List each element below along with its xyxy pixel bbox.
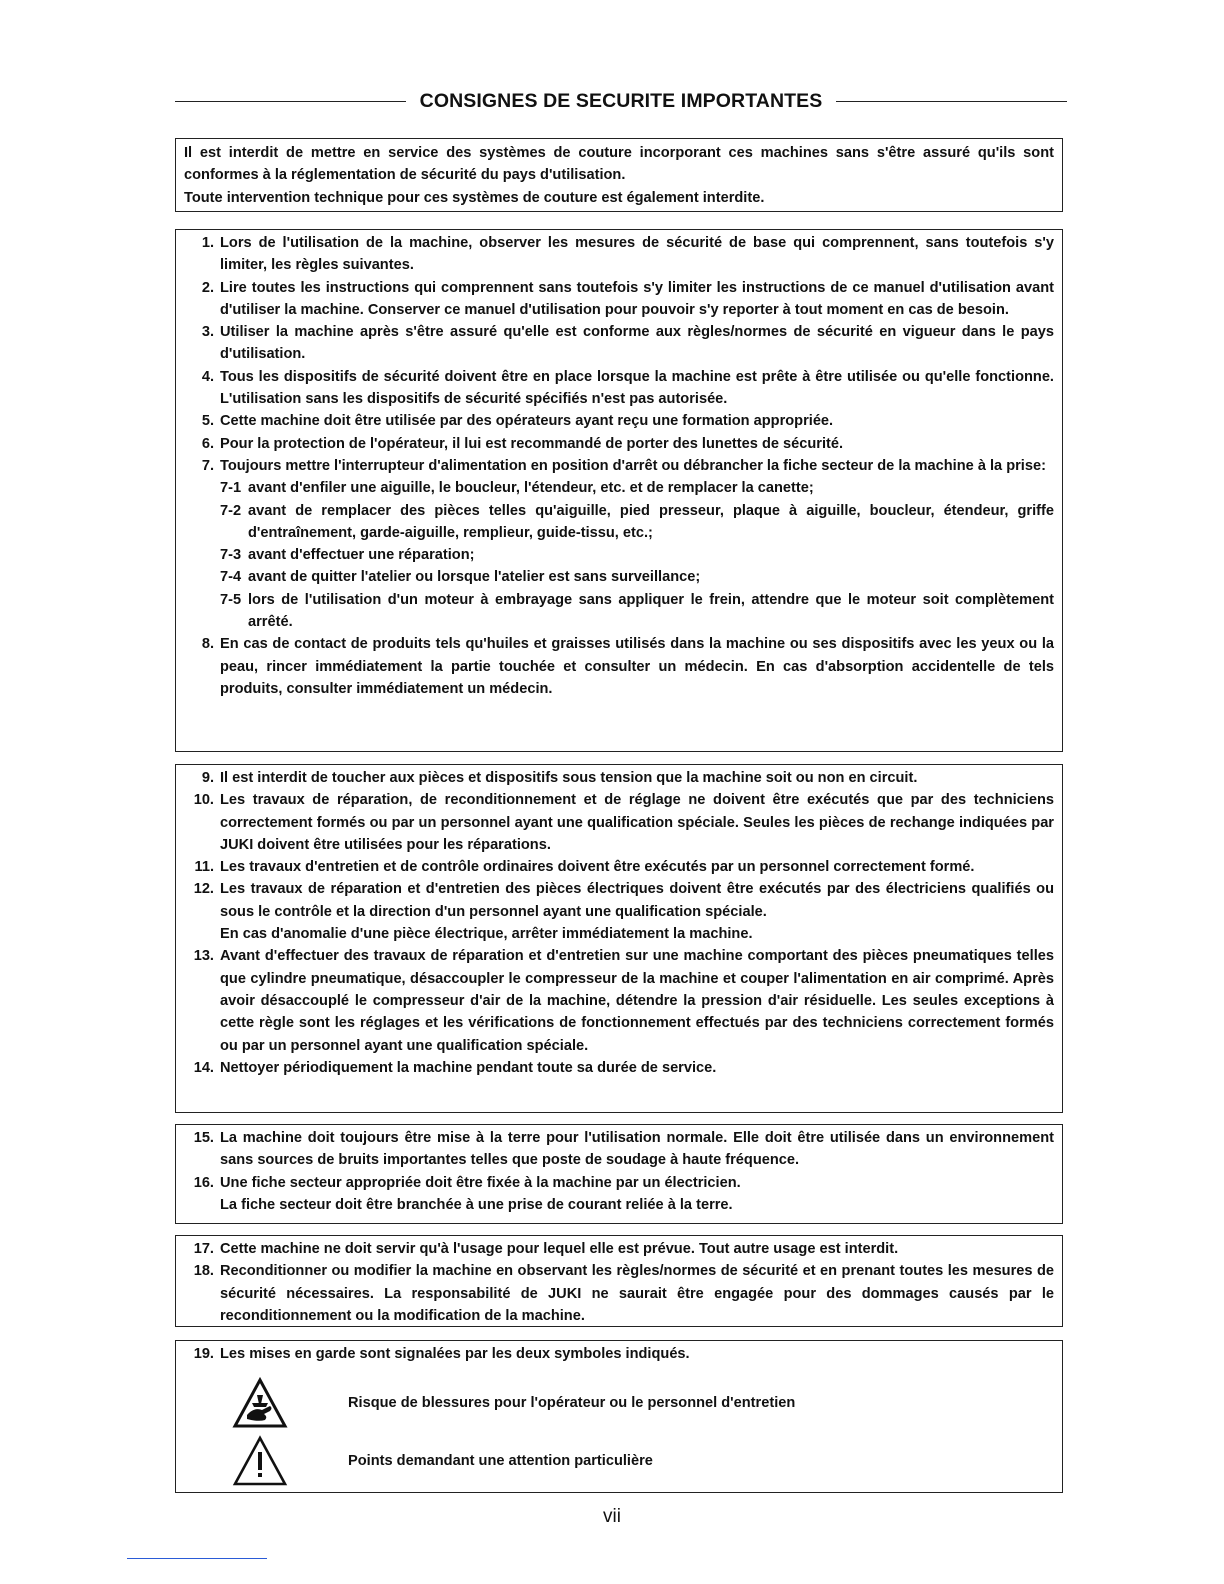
sub-item-text: lors de l'utilisation d'un moteur à embrayage sans appliquer le frein, attendre que le moteur soit complètement arrêté. <box>248 591 1054 631</box>
attention-symbol-label: Points demandant une attention particulière <box>348 1452 653 1469</box>
item-text-extra: En cas d'anomalie d'une pièce électrique, arrêter immédiatement la machine. <box>220 926 753 943</box>
safety-box-maintenance <box>175 764 1063 1113</box>
attention-warning-icon <box>232 1435 288 1487</box>
item-text-group <box>214 878 1054 945</box>
title-rule-right <box>836 101 1067 102</box>
safety-box-symbols <box>175 1340 1063 1493</box>
intro-paragraph: Il est interdit de mettre en service des systèmes de couture incorporant ces machines sans s'être assuré qu'ils sont conformes à la réglementation de sécurité du pays d'utilisation. <box>184 145 1054 184</box>
item-text-group <box>214 455 1054 633</box>
item-number: 2. <box>201 279 214 296</box>
item-text: Toujours mettre l'interrupteur d'alimentation en position d'arrêt ou débrancher la fiche secteur de la machine à la prise: <box>220 457 1046 474</box>
item-text-group <box>214 1172 1054 1217</box>
list-item <box>176 1127 1054 1172</box>
item-text: Pour la protection de l'opérateur, il lui est recommandé de porter des lunettes de sécurité. <box>220 435 844 452</box>
list-item <box>176 1057 1054 1079</box>
list-item <box>176 789 1054 856</box>
item-text: Utiliser la machine après s'être assuré qu'elle est conforme aux règles/normes de sécurité en vigueur dans le pays d'utilisation. <box>220 324 1054 363</box>
list-item <box>176 856 1054 878</box>
item-number: 7. <box>201 457 214 474</box>
list-item <box>176 1238 1054 1260</box>
item-text: Tous les dispositifs de sécurité doivent être en place lorsque la machine est prête à être utilisée ou qu'elle fonctionne. L'utilisation sans les dispositifs de sécurité spécifiés n'est pas autorisée. <box>220 368 1054 408</box>
item-text: Une fiche secteur appropriée doit être fixée à la machine par un électricien. <box>220 1174 741 1191</box>
list-item <box>176 232 1054 277</box>
list-item <box>176 633 1054 700</box>
item-number: 13. <box>193 948 214 965</box>
item-number: 6. <box>201 435 214 452</box>
item-text: Avant d'effectuer des travaux de réparation et d'entretien sur une machine comportant des pièces pneumatiques telles que cylindre pneumatique, désaccoupler le compresseur de la machine et couper l'alimentation en air comprimé. Après avoir désaccouplé le compresseur d'air de la machine, détendre la pression d'air résiduelle. Les seules exceptions à cette règle sont les réglages et les vérifications de fonctionnement effectués par des techniciens correctement formés ou par un personnel ayant une qualification spéciale. <box>220 948 1054 1054</box>
sub-item-number: 7-3 <box>220 547 242 564</box>
list-item <box>176 433 1054 455</box>
item-text: Lire toutes les instructions qui comprennent sans toutefois s'y limiter les instructions de ce manuel d'utilisation avant d'utiliser la machine. Conserver ce manuel d'utilisation pour pouvoir s'y reporter à tout moment en cas de besoin. <box>220 279 1054 318</box>
item-number: 4. <box>201 368 214 385</box>
item-number: 9. <box>201 770 214 786</box>
sub-item <box>220 589 1054 634</box>
item-number: 17. <box>193 1241 214 1257</box>
safety-box-usage <box>175 1235 1063 1327</box>
title-rule-left <box>175 101 406 102</box>
list-item <box>176 1172 1054 1217</box>
sub-item <box>220 566 1054 588</box>
item-text: Nettoyer périodiquement la machine pendant toute sa durée de service. <box>220 1059 717 1076</box>
item-number: 15. <box>193 1130 214 1146</box>
list-item <box>176 878 1054 945</box>
item-text: La machine doit toujours être mise à la terre pour l'utilisation normale. Elle doit être utilisée dans un environnement sans sources de bruits importantes telles que poste de soudage à haute fréquence. <box>220 1130 1054 1169</box>
hand-injury-warning-icon <box>232 1377 288 1429</box>
list-item <box>176 1260 1054 1327</box>
list-item <box>176 321 1054 366</box>
item-number: 8. <box>201 636 214 653</box>
list-item <box>176 1343 1054 1365</box>
item-number: 3. <box>201 324 214 341</box>
item-number: 1. <box>201 235 214 251</box>
item-text: Il est interdit de toucher aux pièces et dispositifs sous tension que la machine soit ou non en circuit. <box>220 770 918 786</box>
list-item <box>176 945 1054 1056</box>
intro-box <box>175 138 1063 212</box>
item-number: 5. <box>201 413 214 430</box>
symbol-row-attention <box>232 1435 653 1487</box>
title-row <box>175 86 1067 116</box>
list-item <box>176 455 1054 633</box>
list-item <box>176 767 1054 789</box>
item-text-extra: La fiche secteur doit être branchée à une prise de courant reliée à la terre. <box>220 1196 733 1213</box>
item-text: En cas de contact de produits tels qu'huiles et graisses utilisés dans la machine ou ses dispositifs avec les yeux ou la peau, rincer immédiatement la partie touchée et consulter un médecin. En cas d'absorption accidentelle de tels produits, consulter immédiatement un médecin. <box>220 636 1054 697</box>
item-number: 11. <box>194 859 214 876</box>
item-number: 16. <box>193 1174 214 1191</box>
item-text: Cette machine ne doit servir qu'à l'usage pour lequel elle est prévue. Tout autre usage est interdit. <box>220 1241 899 1257</box>
item-text: Les travaux de réparation, de reconditionnement et de réglage ne doivent être exécutés que par des techniciens correctement formés ou par un personnel ayant une qualification spéciale. Seules les pièces de rechange indiquées par JUKI doivent être utilisées pour les réparations. <box>220 792 1054 853</box>
sub-item-text: avant d'effectuer une réparation; <box>248 547 475 564</box>
intro-paragraph: Toute intervention technique pour ces systèmes de couture est également interdite. <box>184 189 765 206</box>
symbol-row-injury <box>232 1377 795 1429</box>
page-number: vii <box>603 1506 621 1527</box>
sub-item-text: avant d'enfiler une aiguille, le boucleur, l'étendeur, etc. et de remplacer la canette; <box>248 480 814 497</box>
safety-box-general <box>175 229 1063 752</box>
item-number: 14. <box>193 1059 214 1076</box>
item-text: Les mises en garde sont signalées par les deux symboles indiqués. <box>220 1346 690 1362</box>
item-number: 12. <box>193 881 214 898</box>
item-text: Les travaux de réparation et d'entretien des pièces électriques doivent être exécutés par des électriciens qualifiés ou sous le contrôle et la direction d'un personnel ayant une qualification spéciale. <box>220 881 1054 920</box>
sub-item-number: 7-1 <box>220 480 242 497</box>
sub-item-number: 7-2 <box>220 502 242 519</box>
sub-item-text: avant de remplacer des pièces telles qu'aiguille, pied presseur, plaque à aiguille, boucleur, étendeur, griffe d'entraînement, garde-aiguille, remplieur, guide-tissu, etc.; <box>248 502 1054 541</box>
safety-box-electrical <box>175 1124 1063 1224</box>
page-title: CONSIGNES DE SECURITE IMPORTANTES <box>419 89 823 112</box>
sub-item-number: 7-4 <box>220 569 242 586</box>
item-number: 18. <box>193 1263 214 1280</box>
item-text: Les travaux d'entretien et de contrôle ordinaires doivent être exécutés par un personnel correctement formé. <box>220 859 975 876</box>
injury-symbol-label: Risque de blessures pour l'opérateur ou le personnel d'entretien <box>348 1394 796 1411</box>
sub-item <box>220 544 1054 566</box>
list-item <box>176 410 1054 432</box>
list-item <box>176 277 1054 322</box>
item-number: 10. <box>193 792 214 809</box>
sub-item <box>220 500 1054 545</box>
item-text: Lors de l'utilisation de la machine, observer les mesures de sécurité de base qui comprennent, sans toutefois s'y limiter, les règles suivantes. <box>220 235 1054 274</box>
item-text: Reconditionner ou modifier la machine en observant les règles/normes de sécurité et en prenant toutes les mesures de sécurité nécessaires. La responsabilité de JUKI ne saurait être engagée pour des dommages causés par le reconditionnement ou la modification de la machine. <box>220 1263 1054 1324</box>
sub-item-number: 7-5 <box>220 591 242 608</box>
item-text: Cette machine doit être utilisée par des opérateurs ayant reçu une formation appropriée. <box>220 413 834 430</box>
sub-item <box>220 477 1054 499</box>
footer-link-underline <box>127 1558 267 1559</box>
sub-item-text: avant de quitter l'atelier ou lorsque l'atelier est sans surveillance; <box>248 569 701 586</box>
item-number: 19. <box>193 1346 214 1362</box>
list-item <box>176 366 1054 411</box>
